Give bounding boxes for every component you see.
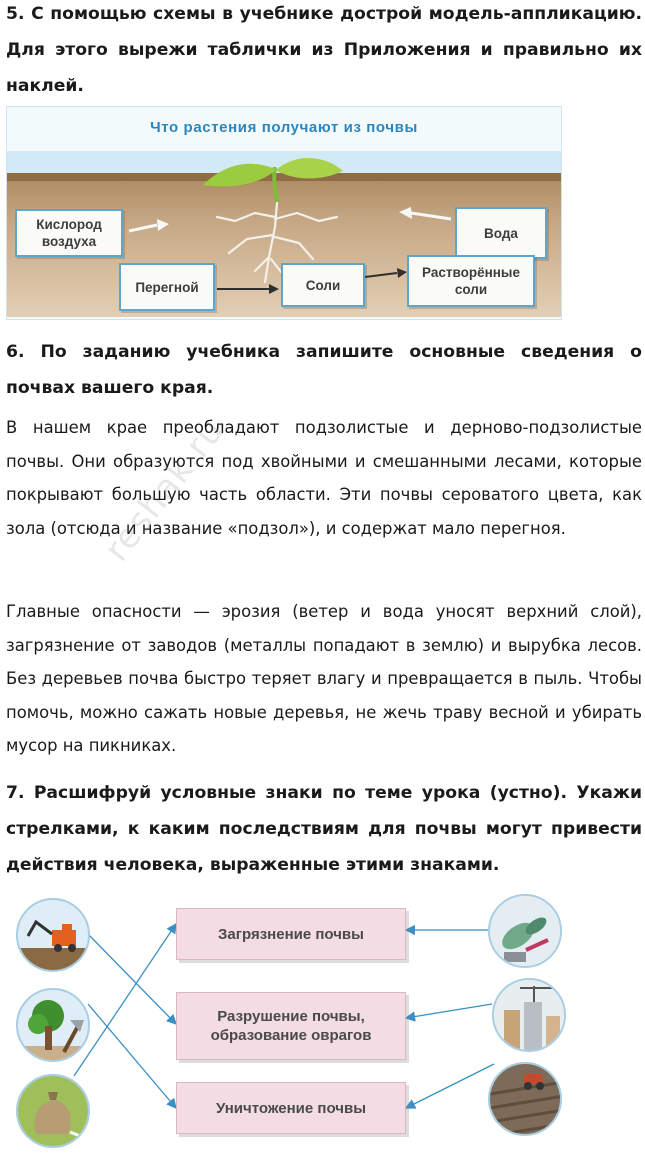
task5-heading: 5. С помощью схемы в учебнике дострой модель-аппликацию. Для этого вырежи таблички из Приложения и правильно их наклей. [6,4,642,96]
tractor-plowing-sign [488,1062,562,1136]
construction-crane-sign [492,978,566,1052]
plant-sprout-icon [203,158,343,203]
label-salts: Соли [281,263,365,307]
flow-arrows [129,207,451,231]
pipes-waste-sign [488,894,562,968]
result-pollution: Загрязнение почвы [176,908,406,960]
soil-nutrition-figure [6,106,562,320]
excavator-sign [16,898,90,972]
result-destruction: Разрушение почвы, образование оврагов [176,992,406,1060]
task6-heading: 6. По заданию учебника запишите основные сведения о почвах вашего края. [6,342,642,398]
label-dissolved-salts: Растворённые соли [407,255,535,307]
watermark: reshak.ru [96,410,233,570]
figure-title: Что растения получают из почвы [150,119,418,136]
label-oxygen: Кислород воздуха [15,209,123,257]
label-humus: Перегной [119,263,215,311]
label-water: Вода [455,207,547,259]
task6-paragraph-2: Главные опасности — эрозия (ветер и вода уносят верхний слой), загрязнение от заводов (металлы попадают в землю) и вырубка лесов. Без деревьев почва быстро теряет влагу и превращается в пыль. Чтобы помочь, можно сажать новые деревья, не жечь траву весной и убирать мусор на пикниках. [6,602,642,755]
task7-heading: 7. Расшифруй условные знаки по теме урока (устно). Укажи стрелками, к каким последствиям для почвы могут привести действия человека, выраженные этими знаками. [6,783,642,875]
human-impact-signs-figure [10,886,640,1156]
result-annihilation: Уничтожение почвы [176,1082,406,1134]
garbage-bag-sign [16,1074,90,1148]
tree-felling-sign [16,988,90,1062]
task6-paragraph-1: В нашем крае преобладают подзолистые и дерново-подзолистые почвы. Они образуются под хвойными и смешанными лесами, которые покрывают большую часть области. Эти почвы сероватого цвета, как зола (отсюда и название «подзол»), и содержат мало перегноя. [6,418,642,538]
